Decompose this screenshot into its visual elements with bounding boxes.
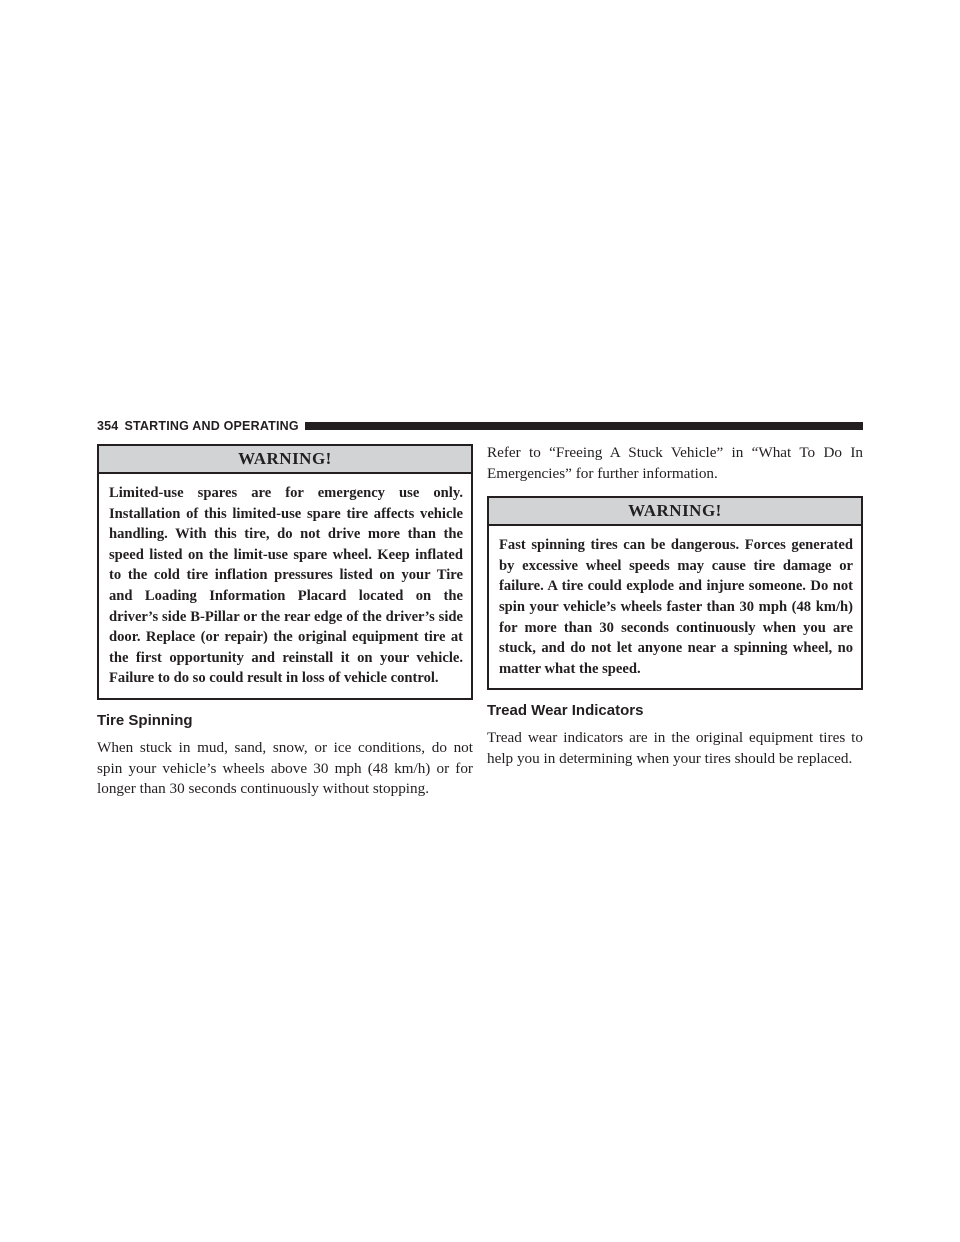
right-column xyxy=(487,444,863,770)
warning-text: Limited-use spares are for emergency use only. Installation of this limited-use spare tire affects vehicle handling. With this tire, do not drive more than the speed listed on the limit-use spare wheel. Keep inflated to the cold tire inflation pressures listed on your Tire and Loading Information Placard located on the driver’s side B-Pillar or the rear edge of the driver’s side door. Replace (or repair) the original equipment tire at the first opportunity and reinstall it on your vehicle. Failure to do so could result in loss of vehicle control. xyxy=(109,485,463,687)
header-rule xyxy=(305,422,863,430)
section-title: STARTING AND OPERATING xyxy=(124,419,299,433)
paragraph-tread-wear: Tread wear indicators are in the original equipment tires to help you in determining when your tires should be replaced. xyxy=(487,729,863,767)
heading-tire-spinning: Tire Spinning xyxy=(97,711,193,729)
warning-title: WARNING! xyxy=(99,446,471,474)
page-number: 354 xyxy=(97,419,119,433)
warning-text: Fast spinning tires can be dangerous. Forces generated by excessive wheel speeds may cause tire damage or failure. A tire could explode and injure someone. Do not spin your vehicle’s wheels faster than 30 mph (48 km/h) for more than 30 seconds continuously when you are stuck, and do not let anyone near a spinning wheel, no matter what the speed. xyxy=(499,537,853,677)
left-column xyxy=(97,444,473,800)
paragraph-tire-spinning: When stuck in mud, sand, snow, or ice conditions, do not spin your vehicle’s wheels above 30 mph (48 km/h) or for longer than 30 seconds continuously without stopping. xyxy=(97,738,473,798)
paragraph-refer: Refer to “Freeing A Stuck Vehicle” in “What To Do In Emergencies” for further information. xyxy=(487,444,863,482)
warning-box-spare-tire xyxy=(97,444,473,700)
page-header xyxy=(97,418,863,434)
warning-title: WARNING! xyxy=(489,498,861,526)
warning-box-spinning xyxy=(487,496,863,690)
heading-tread-wear: Tread Wear Indicators xyxy=(487,702,644,720)
